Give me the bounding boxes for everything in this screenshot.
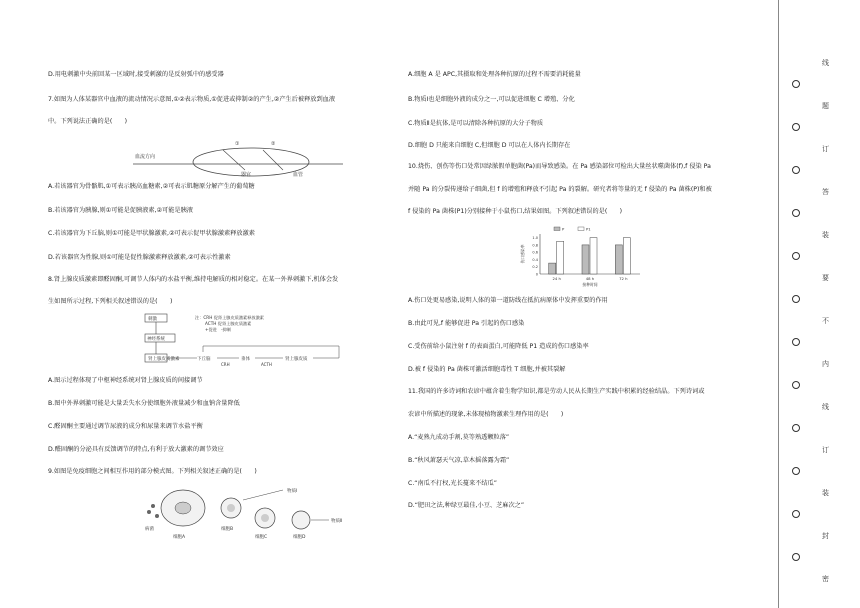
binding-circle <box>792 295 800 303</box>
binding-char: 订 <box>822 446 829 454</box>
x-tick-label: 72 h <box>619 276 628 281</box>
q8-stem-2: 生如图所示过程,下列相关叙述错误的是( ) <box>48 298 173 305</box>
binding-circle <box>792 123 800 131</box>
legend-label-P: P <box>562 226 565 232</box>
binding-circle <box>792 252 800 260</box>
q8-option-a: A.图示过程体现了中枢神经系统对肾上腺皮质的间接调节 <box>48 377 203 384</box>
svg-text:刺激: 刺激 <box>148 317 157 322</box>
q7-option-a: A.若该器官为骨骼肌,①可表示胰高血糖素,②可表示肌糖原分解产生的葡萄糖 <box>48 183 255 190</box>
q7-option-b: B.若该器官为胰腺,则①可能是促胰液素,②可能是胰液 <box>48 207 193 214</box>
q10-option-d: D.被 f 侵染的 Pa 菌株可激活细胞毒性 T 细胞,并被其裂解 <box>408 366 566 373</box>
q7-option-d: D.若该器官为性腺,则①可能是促性腺激素释放激素,②可表示性激素 <box>48 254 231 261</box>
q10-stem-2: 并随 Pa 的分裂传递给子细菌,但 f 的增殖和释放不引起 Pa 的裂解。研究者将等量的无 f 侵染的 Pa 菌株(P)和被 <box>408 186 712 193</box>
q10-option-c: C.受伤前给小鼠注射 f 的表面蛋白,可能降低 P1 造成的伤口感染率 <box>408 343 589 350</box>
svg-text:ACTH 促肾上腺皮质激素: ACTH 促肾上腺皮质激素 <box>205 321 252 326</box>
q9-option-d: D.细胞 D 只能来自细胞 C,但细胞 D 可以在人体内长期存在 <box>408 142 571 149</box>
binding-char: 线 <box>822 403 829 411</box>
fig7-mark-2: ② <box>271 141 276 147</box>
y-tick-label: 0 <box>535 272 538 277</box>
q10-stem-3: f 侵染的 Pa 菌株(P1)分别接种于小鼠伤口,结果如图。下列叙述错误的是( ) <box>408 208 623 215</box>
svg-text:物质Ⅰ: 物质Ⅰ <box>287 489 298 494</box>
svg-text:神经系统: 神经系统 <box>147 337 165 342</box>
q10-option-a: A.伤口处更易感染,说明人体的第一道防线在抵抗病原体中发挥重要的作用 <box>408 297 608 304</box>
q9-option-c: C.物质Ⅱ是抗体,是可以清除各种抗原的大分子物质 <box>408 120 544 127</box>
x-axis-label: 接种时间 <box>582 282 598 287</box>
q8-option-c: C.醛固酮主要通过调节尿液的成分和尿量来调节水盐平衡 <box>48 423 203 430</box>
bar-P1 <box>590 238 597 274</box>
q8-stem-1: 8.肾上腺皮质激素即醛固酮,可调节人体内的水盐平衡,维持电解质的相对稳定。在某一外界刺激下,机体会发 <box>48 276 339 283</box>
q6-option-d: D.用电刺激中央前回某一区域时,接受刺激的是反射弧中的感受器 <box>48 71 224 78</box>
y-tick-label: 0.4 <box>532 257 538 262</box>
q9-option-a: A.细胞 A 是 APC,其摄取和处理各种抗原的过程不需要消耗能量 <box>408 71 581 78</box>
binding-circle <box>792 381 800 389</box>
binding-circle <box>792 209 800 217</box>
y-tick-label: 0.6 <box>532 250 538 255</box>
binding-char: 答 <box>822 188 829 196</box>
legend-swatch-P1 <box>578 227 584 231</box>
svg-text:下丘脑: 下丘脑 <box>197 357 211 362</box>
svg-text:垂体: 垂体 <box>241 357 250 362</box>
binding-line <box>778 0 779 608</box>
binding-circle <box>792 166 800 174</box>
binding-char: 内 <box>822 360 829 368</box>
q11-option-c: C.“南瓜不打杈,光长蔓来不结瓜” <box>408 480 497 487</box>
binding-circle <box>792 80 800 88</box>
y-tick-label: 0.2 <box>532 265 538 270</box>
fig7-organ-label: 器官 <box>241 172 252 178</box>
bar-P1 <box>557 241 564 274</box>
q8-hormone-figure <box>143 312 363 370</box>
q7-stem-2: 中。下列说法正确的是( ) <box>48 118 128 125</box>
q11-stem-2: 农谚中所描述的现象,未体现植物激素生理作用的是( ) <box>408 411 564 418</box>
q11-option-a: A.“麦熟九成动手割,莫等熟透颗粒落” <box>408 434 510 441</box>
y-axis-label: 伤口感染率 <box>520 244 525 264</box>
x-tick-label: 24 h <box>552 276 561 281</box>
svg-text:病菌: 病菌 <box>145 527 154 532</box>
svg-text:物质Ⅱ: 物质Ⅱ <box>331 519 343 524</box>
svg-text:+促进 -抑制: +促进 -抑制 <box>205 327 231 332</box>
fig7-flow-label: 血流方向 <box>135 154 156 160</box>
legend-swatch-P <box>554 227 560 231</box>
q11-option-b: B.“秋风萧瑟天气凉,草木摇落露为霜” <box>408 457 510 464</box>
binding-char: 要 <box>822 274 829 282</box>
y-tick-label: 0.8 <box>532 243 538 248</box>
q10-option-b: B.由此可见,f 能够促进 Pa 引起的伤口感染 <box>408 320 525 327</box>
svg-text:CRH: CRH <box>221 362 230 367</box>
y-tick-label: 1.0 <box>532 236 538 241</box>
q9-option-b: B.物质Ⅰ也是细胞外液的成分之一,可以促进细胞 C 增殖、分化 <box>408 96 575 103</box>
bar-P <box>582 245 589 274</box>
svg-text:细胞A: 细胞A <box>173 535 186 540</box>
binding-circle <box>792 424 800 432</box>
q10-stem-1: 10.烧伤、创伤等伤口处常因绿脓假单胞菌(Pa)而导致感染。在 Pa 感染部位可检出大量丝状噬菌体(f),f 侵染 Pa <box>408 163 711 170</box>
svg-text:注：CRH 促肾上腺皮质激素释放激素: 注：CRH 促肾上腺皮质激素释放激素 <box>195 315 264 320</box>
binding-margin <box>778 0 860 608</box>
bar-P <box>549 263 556 274</box>
svg-text:肾上腺皮质激素: 肾上腺皮质激素 <box>148 357 180 362</box>
q7-option-c: C.若该器官为下丘脑,则①可能是甲状腺激素,②可表示促甲状腺激素释放激素 <box>48 230 255 237</box>
fig7-mark-1: ① <box>235 141 240 147</box>
q11-stem-1: 11.我国的许多诗词和农谚中蕴含着生物学知识,都是劳动人民从长期生产实践中积累的经验结晶。下列诗词或 <box>408 388 705 395</box>
svg-text:细胞C: 细胞C <box>255 535 268 540</box>
q8-option-d: D.醛固酮的分泌具有反馈调节的特点,有利于放大激素的调节效应 <box>48 446 224 453</box>
binding-char: 不 <box>822 317 829 325</box>
legend-label-P1: P1 <box>586 226 591 232</box>
bar-P <box>615 245 622 274</box>
svg-text:ACTH: ACTH <box>261 362 272 367</box>
svg-text:细胞B: 细胞B <box>221 527 234 532</box>
q11-option-d: D.“肥田之法,种绿豆最佳,小豆、芝麻次之” <box>408 502 525 509</box>
q7-stem-1: 7.如图为人体某器官中血液的流动情况示意图,①②表示物质,①促进或抑制②的产生,②产生后被释放到血液 <box>48 96 336 103</box>
binding-char: 订 <box>822 145 829 153</box>
binding-char: 装 <box>822 231 829 239</box>
binding-circle <box>792 338 800 346</box>
q9-immune-figure <box>143 478 363 544</box>
q8-option-b: B.图中外界刺激可能是大量丢失水分使细胞外液量减少和血钠含量降低 <box>48 400 240 407</box>
svg-text:细胞D: 细胞D <box>293 535 306 540</box>
binding-circle <box>792 510 800 518</box>
x-tick-label: 48 h <box>585 276 595 281</box>
q7-organ-figure <box>133 136 353 178</box>
q10-infection-chart <box>518 224 648 288</box>
binding-circle <box>792 553 800 561</box>
svg-text:肾上腺皮质: 肾上腺皮质 <box>285 357 308 362</box>
bar-P1 <box>623 238 630 274</box>
fig7-vessel-label: 血管 <box>293 172 304 178</box>
binding-char: 题 <box>822 102 829 110</box>
binding-circle <box>792 467 800 475</box>
binding-char: 密 <box>822 575 829 583</box>
binding-char: 封 <box>822 532 829 540</box>
binding-char: 线 <box>822 59 829 67</box>
binding-char: 装 <box>822 489 829 497</box>
q9-stem: 9.如图是免疫细胞之间相互作用的部分模式图。下列相关叙述正确的是( ) <box>48 468 257 475</box>
